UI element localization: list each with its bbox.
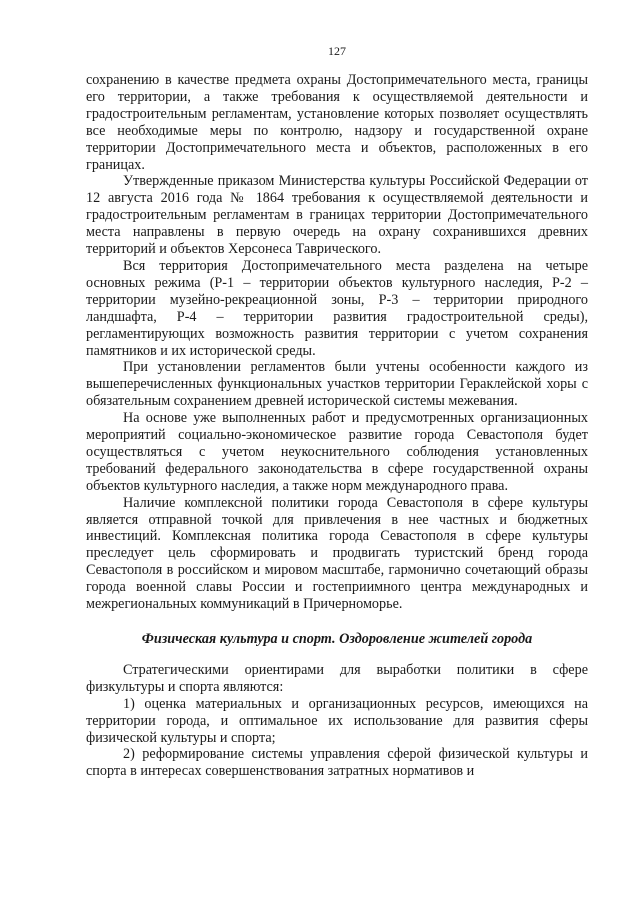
paragraph-regimes: Вся территория Достопримечательного места разделена на четыре основных режима (Р-1 – территории объектов культурного наследия, Р-2 –территории музейно-рекреационной зоны, Р-3 – территории природного ландшафта, Р-4 – территории развития градостроительной среды), регламентирующих возможность развития территории с учетом сохранения памятников и их исторической среды. (86, 257, 588, 359)
section-heading: Физическая культура и спорт. Оздоровление жителей города (141, 631, 533, 647)
list-item-1: 1) оценка материальных и организационных ресурсов, имеющихся на территории города, и оптимальное их использование для развития сферы физической культуры и спорта; (86, 695, 588, 746)
document-body (86, 72, 588, 780)
paragraph-culture-policy: Наличие комплексной политики города Севастополя в сфере культуры является отправной точкой для привлечения в нее частных и бюджетных инвестиций. Комплексная политика города Севастополя в сфере культуры преследует цель сформировать и продвигать туристский бренд города Севастополя в российском и мировом масштабе, гармонично сочетающий образы города военной славы России и гостеприимного центра международных и межрегиональных коммуникаций в Причерноморье. (86, 494, 588, 613)
paragraph-order-requirements: Утвержденные приказом Министерства культуры Российской Федерации от 12 августа 2016 года № 1864 требования к осуществляемой деятельности и градостроительным регламентам в границах территории Достопримечательного места направлены в первую очередь на охрану сохранившихся древних территорий и объектов Херсонеса Таврического. (86, 173, 588, 258)
paragraph-regulations: При установлении регламентов были учтены особенности каждого из вышеперечисленных функциональных участков территории Гераклейской хоры с обязательным сохранением древней исторической системы межевания. (86, 359, 588, 410)
page-number: 127 (328, 44, 346, 58)
list-item-2: 2) реформирование системы управления сферой физической культуры и спорта в интересах совершенствования затратных нормативов и (86, 746, 588, 780)
paragraph-continuation: сохранению в качестве предмета охраны Достопримечательного места, границы его территории, а также требования к осуществляемой деятельности и градостроительным регламентам, установление которых позволяет осуществлять все необходимые меры по контролю, надзору и государственной охране территории Достопримечательного места и объектов, расположенных в его границах. (86, 72, 588, 173)
paragraph-development: На основе уже выполненных работ и предусмотренных организационных мероприятий социально-экономическое развитие города Севастополя будет осуществляться с учетом неукоснительного соблюдения установленных требований федерального законодательства в сфере государственной охраны объектов культурного наследия, а также норм международного права. (86, 410, 588, 494)
paragraph-strategic-guidelines: Стратегическими ориентирами для выработки политики в сфере физкультуры и спорта являются: (86, 661, 588, 695)
